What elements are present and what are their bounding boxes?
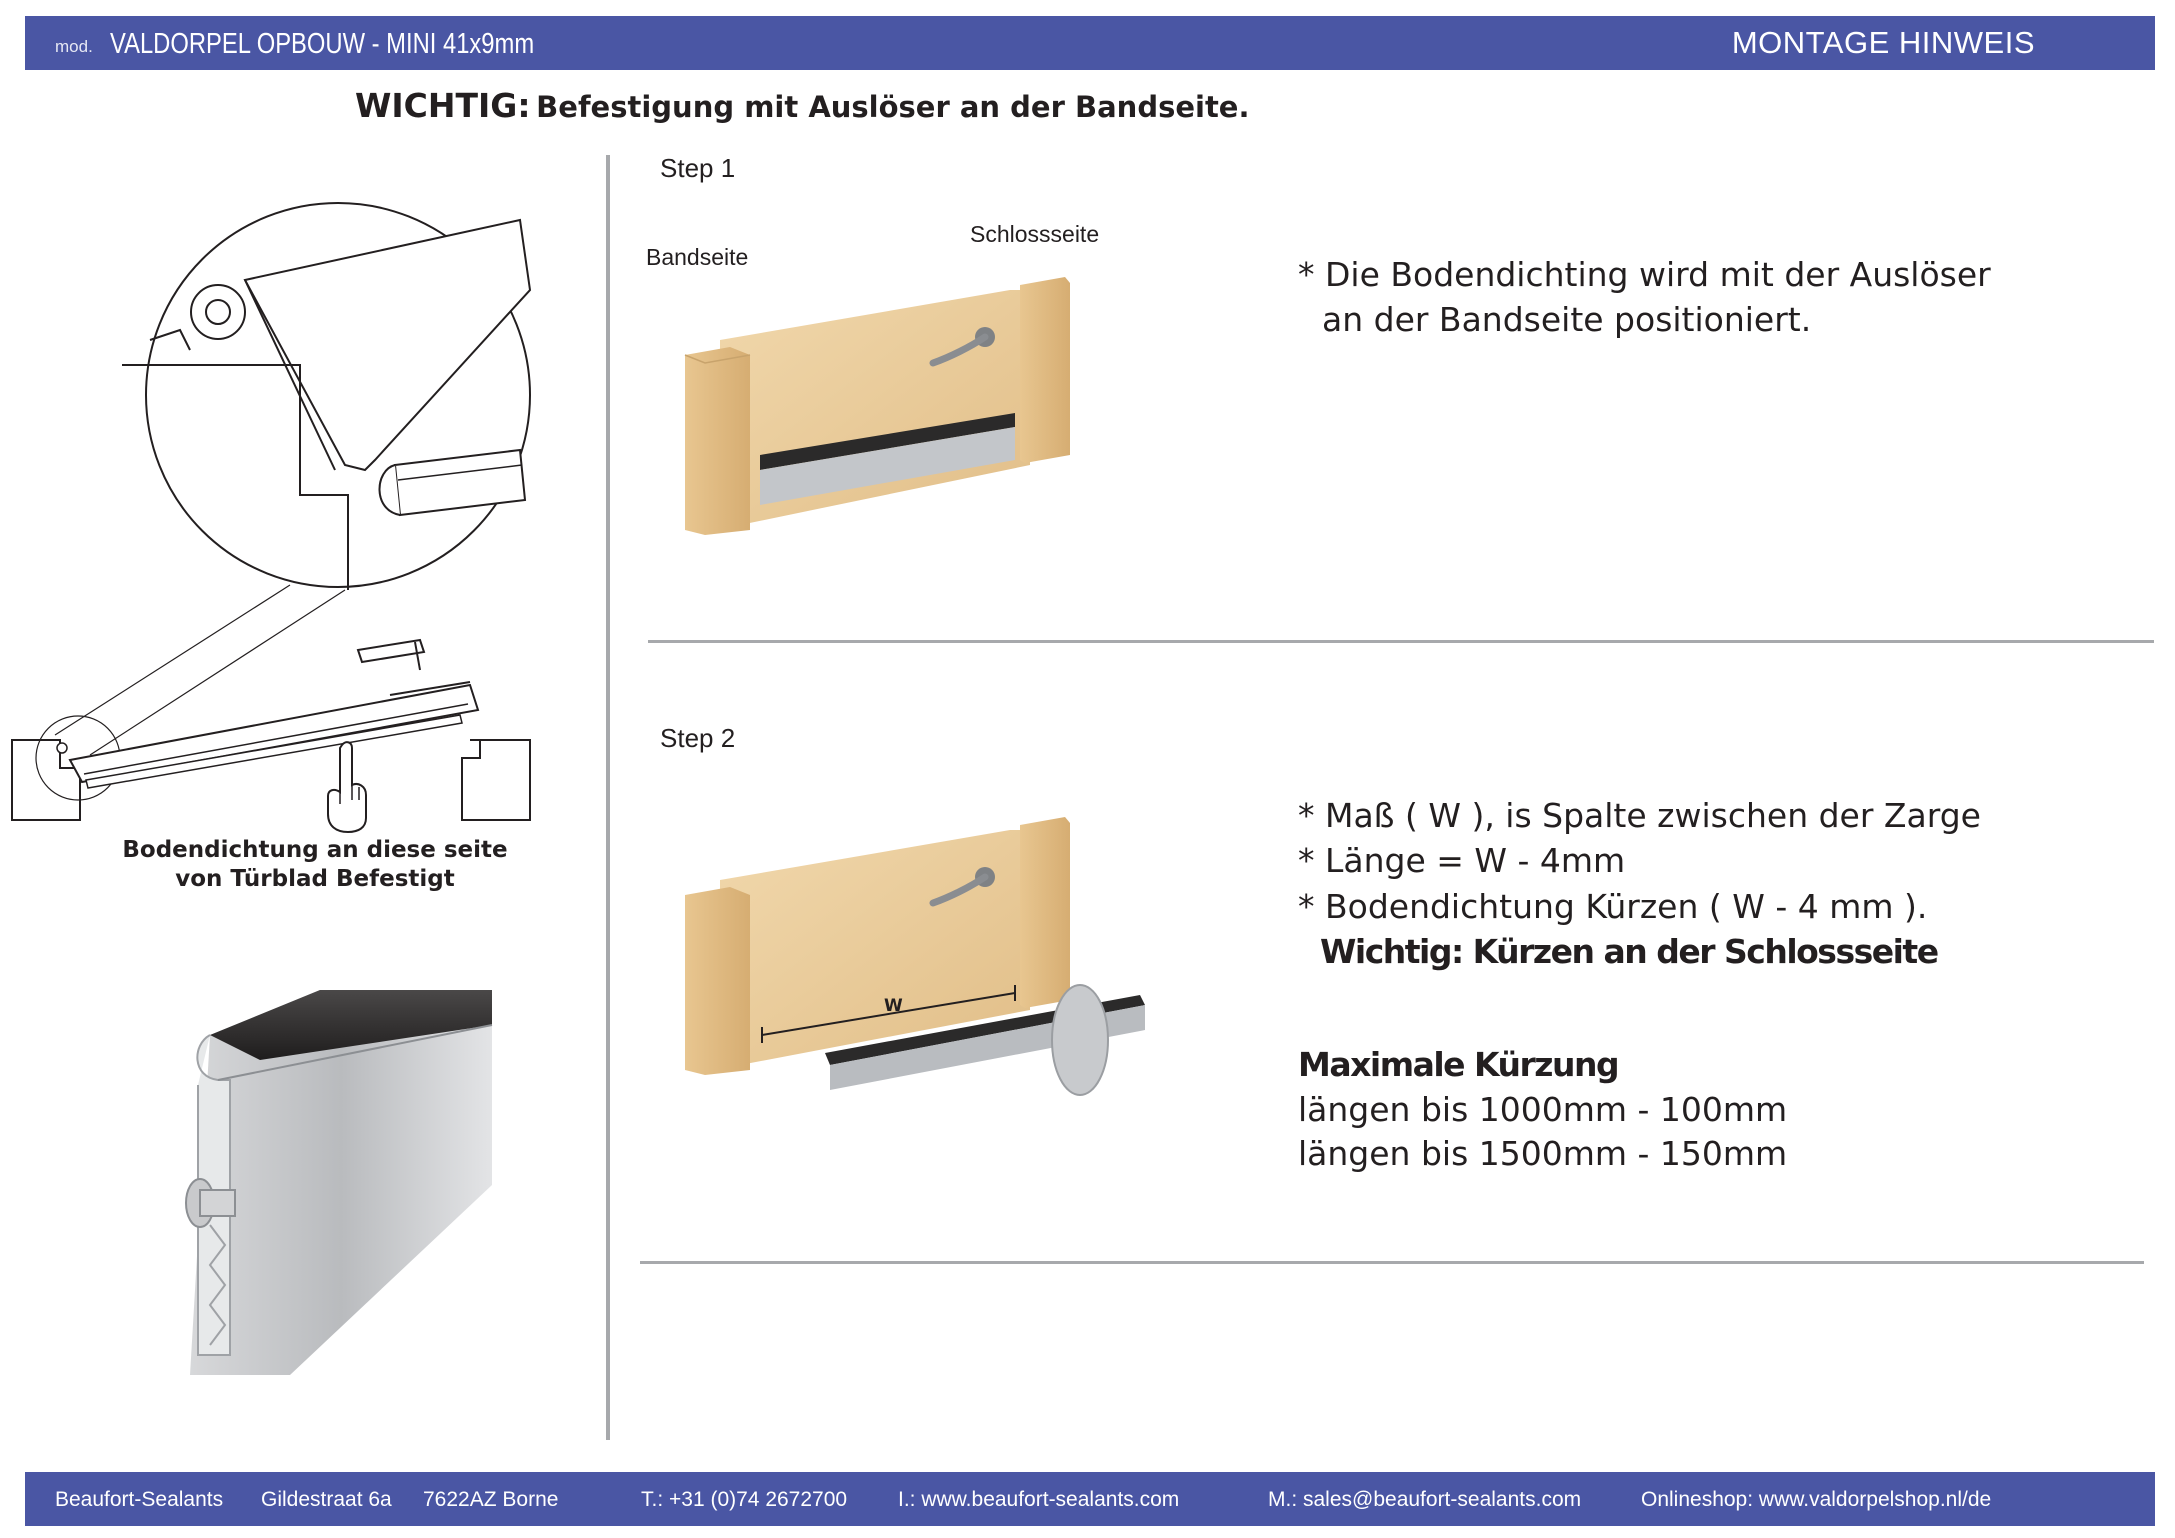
door-top-view-icon — [0, 620, 560, 840]
footer-shop-link[interactable]: Onlineshop: www.valdorpelshop.nl/de — [1641, 1488, 1992, 1511]
vertical-divider — [606, 155, 610, 1440]
headline-rest: Befestigung mit Auslöser an der Bandseite. — [536, 90, 1250, 124]
step2-text-1: * Maß ( W ), is Spalte zwischen der Zarge — [1298, 796, 1981, 835]
max-cut-line-1: längen bis 1000mm - 100mm — [1298, 1090, 1788, 1129]
footer-mail-link[interactable]: M.: sales@beaufort-sealants.com — [1268, 1488, 1582, 1511]
pointing-hand-icon — [322, 740, 372, 835]
bandseite-label: Bandseite — [646, 244, 749, 270]
footer-phone: T.: +31 (0)74 2672700 — [641, 1488, 848, 1511]
footer-company: Beaufort-Sealants — [55, 1488, 224, 1511]
footer-city: 7622AZ Borne — [423, 1488, 559, 1511]
step2-important: Wichtig: Kürzen an der Schlossseite — [1320, 932, 1938, 971]
footer-street: Gildestraat 6a — [261, 1488, 392, 1511]
step2-text-2: * Länge = W - 4mm — [1298, 841, 1626, 880]
w-dimension-label: W — [884, 996, 903, 1016]
headline — [355, 86, 1250, 125]
left-caption — [115, 836, 515, 894]
footer-web-link[interactable]: I.: www.beaufort-sealants.com — [898, 1488, 1180, 1511]
header-product-title: VALDORPEL OPBOUW - MINI 41x9mm — [110, 28, 535, 60]
step1-label: Step 1 — [660, 153, 736, 183]
door-illustration-step1 — [680, 275, 1080, 535]
bottom-divider — [640, 1261, 2144, 1264]
step1-text-1: * Die Bodendichting wird mit der Auslöser — [1298, 255, 1991, 294]
step2-label: Step 2 — [660, 723, 736, 753]
max-cut-heading: Maximale Kürzung — [1298, 1045, 1619, 1084]
header-section-title: MONTAGE HINWEIS — [1731, 25, 2035, 60]
schlossseite-label: Schlossseite — [970, 221, 1100, 247]
step-divider — [648, 640, 2154, 643]
door-illustration-step2 — [680, 815, 1180, 1095]
headline-strong: WICHTIG: — [355, 86, 531, 125]
caption-line-2: von Türblad Befestigt — [175, 866, 455, 892]
header-mod-label: mod. — [55, 37, 93, 56]
max-cut-line-2: längen bis 1500mm - 150mm — [1298, 1134, 1788, 1173]
step1-text-2: an der Bandseite positioniert. — [1322, 300, 1812, 339]
caption-line-1: Bodendichtung an diese seite — [122, 837, 508, 863]
door-seal-profile-icon — [170, 985, 500, 1375]
step2-text-3: * Bodendichtung Kürzen ( W - 4 mm ). — [1298, 887, 1928, 926]
